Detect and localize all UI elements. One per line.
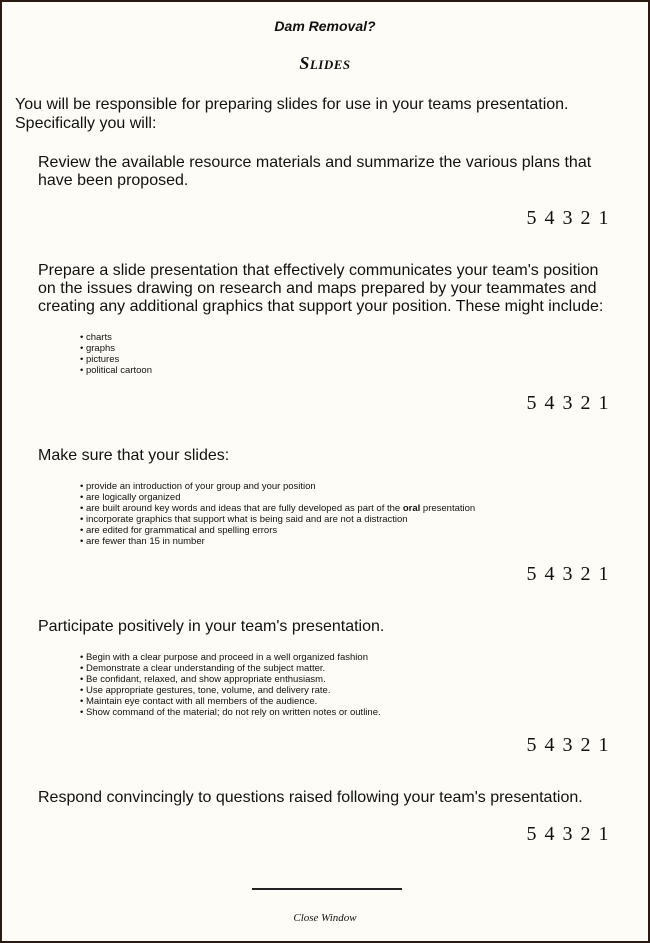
section-1-text: Review the available resource materials and summarize the various plans that have been proposed. xyxy=(38,154,592,189)
section-4-rating: 5 4 3 2 1 xyxy=(526,734,610,756)
section-3-rating: 5 4 3 2 1 xyxy=(526,563,610,585)
section-4-bullets xyxy=(80,652,381,718)
section-1-rating: 5 4 3 2 1 xyxy=(526,207,610,229)
bullet-item: • provide an introduction of your group and your position xyxy=(80,481,475,492)
section-3-bullets xyxy=(80,481,475,547)
bullet-item: • graphs xyxy=(80,343,152,354)
footer-divider xyxy=(252,888,402,890)
section-5-text: Respond convincingly to questions raised following your team's presentation. xyxy=(38,789,583,806)
bullet-item: • Demonstrate a clear understanding of the subject matter. xyxy=(80,663,381,674)
bullet-text-after: presentation xyxy=(420,503,476,514)
bullet-item: • pictures xyxy=(80,354,152,365)
bullet-item: • Be confidant, relaxed, and show appropriate enthusiasm. xyxy=(80,674,381,685)
bullet-item: • are fewer than 15 in number xyxy=(80,536,475,547)
bullet-item: • are logically organized xyxy=(80,492,475,503)
bullet-emphasis: oral xyxy=(402,503,421,514)
section-2-text: Prepare a slide presentation that effectively communicates your team's position on the issues drawing on research and maps prepared by your teammates and creating any additional graphics that support your position. These might include: xyxy=(38,262,604,315)
bullet-item: • political cartoon xyxy=(80,365,152,376)
page-title: Slides xyxy=(299,53,351,73)
bullet-item: • Begin with a clear purpose and proceed in a well organized fashion xyxy=(80,652,381,663)
close-window-link[interactable]: Close Window xyxy=(293,912,357,924)
bullet-item xyxy=(80,503,475,514)
bullet-item: • Use appropriate gestures, tone, volume, and delivery rate. xyxy=(80,685,381,696)
bullet-item: • charts xyxy=(80,332,152,343)
section-3-text: Make sure that your slides: xyxy=(38,447,230,464)
bullet-text-before: are built around key words and ideas that are fully developed as part of the xyxy=(85,503,403,514)
section-2-bullets xyxy=(80,332,152,376)
bullet-item: • Show command of the material; do not rely on written notes or outline. xyxy=(80,707,381,718)
intro-text: You will be responsible for preparing slides for use in your teams presentation. Specifically you will: xyxy=(15,96,569,132)
bullet-item: • incorporate graphics that support what is being said and are not a distraction xyxy=(80,514,475,525)
section-2-rating: 5 4 3 2 1 xyxy=(526,392,610,414)
bullet-item: • Maintain eye contact with all members of the audience. xyxy=(80,696,381,707)
bullet-item: • are edited for grammatical and spelling errors xyxy=(80,525,475,536)
page-supertitle: Dam Removal? xyxy=(274,18,376,34)
section-4-text: Participate positively in your team's presentation. xyxy=(38,618,385,635)
section-5-rating: 5 4 3 2 1 xyxy=(526,823,610,845)
